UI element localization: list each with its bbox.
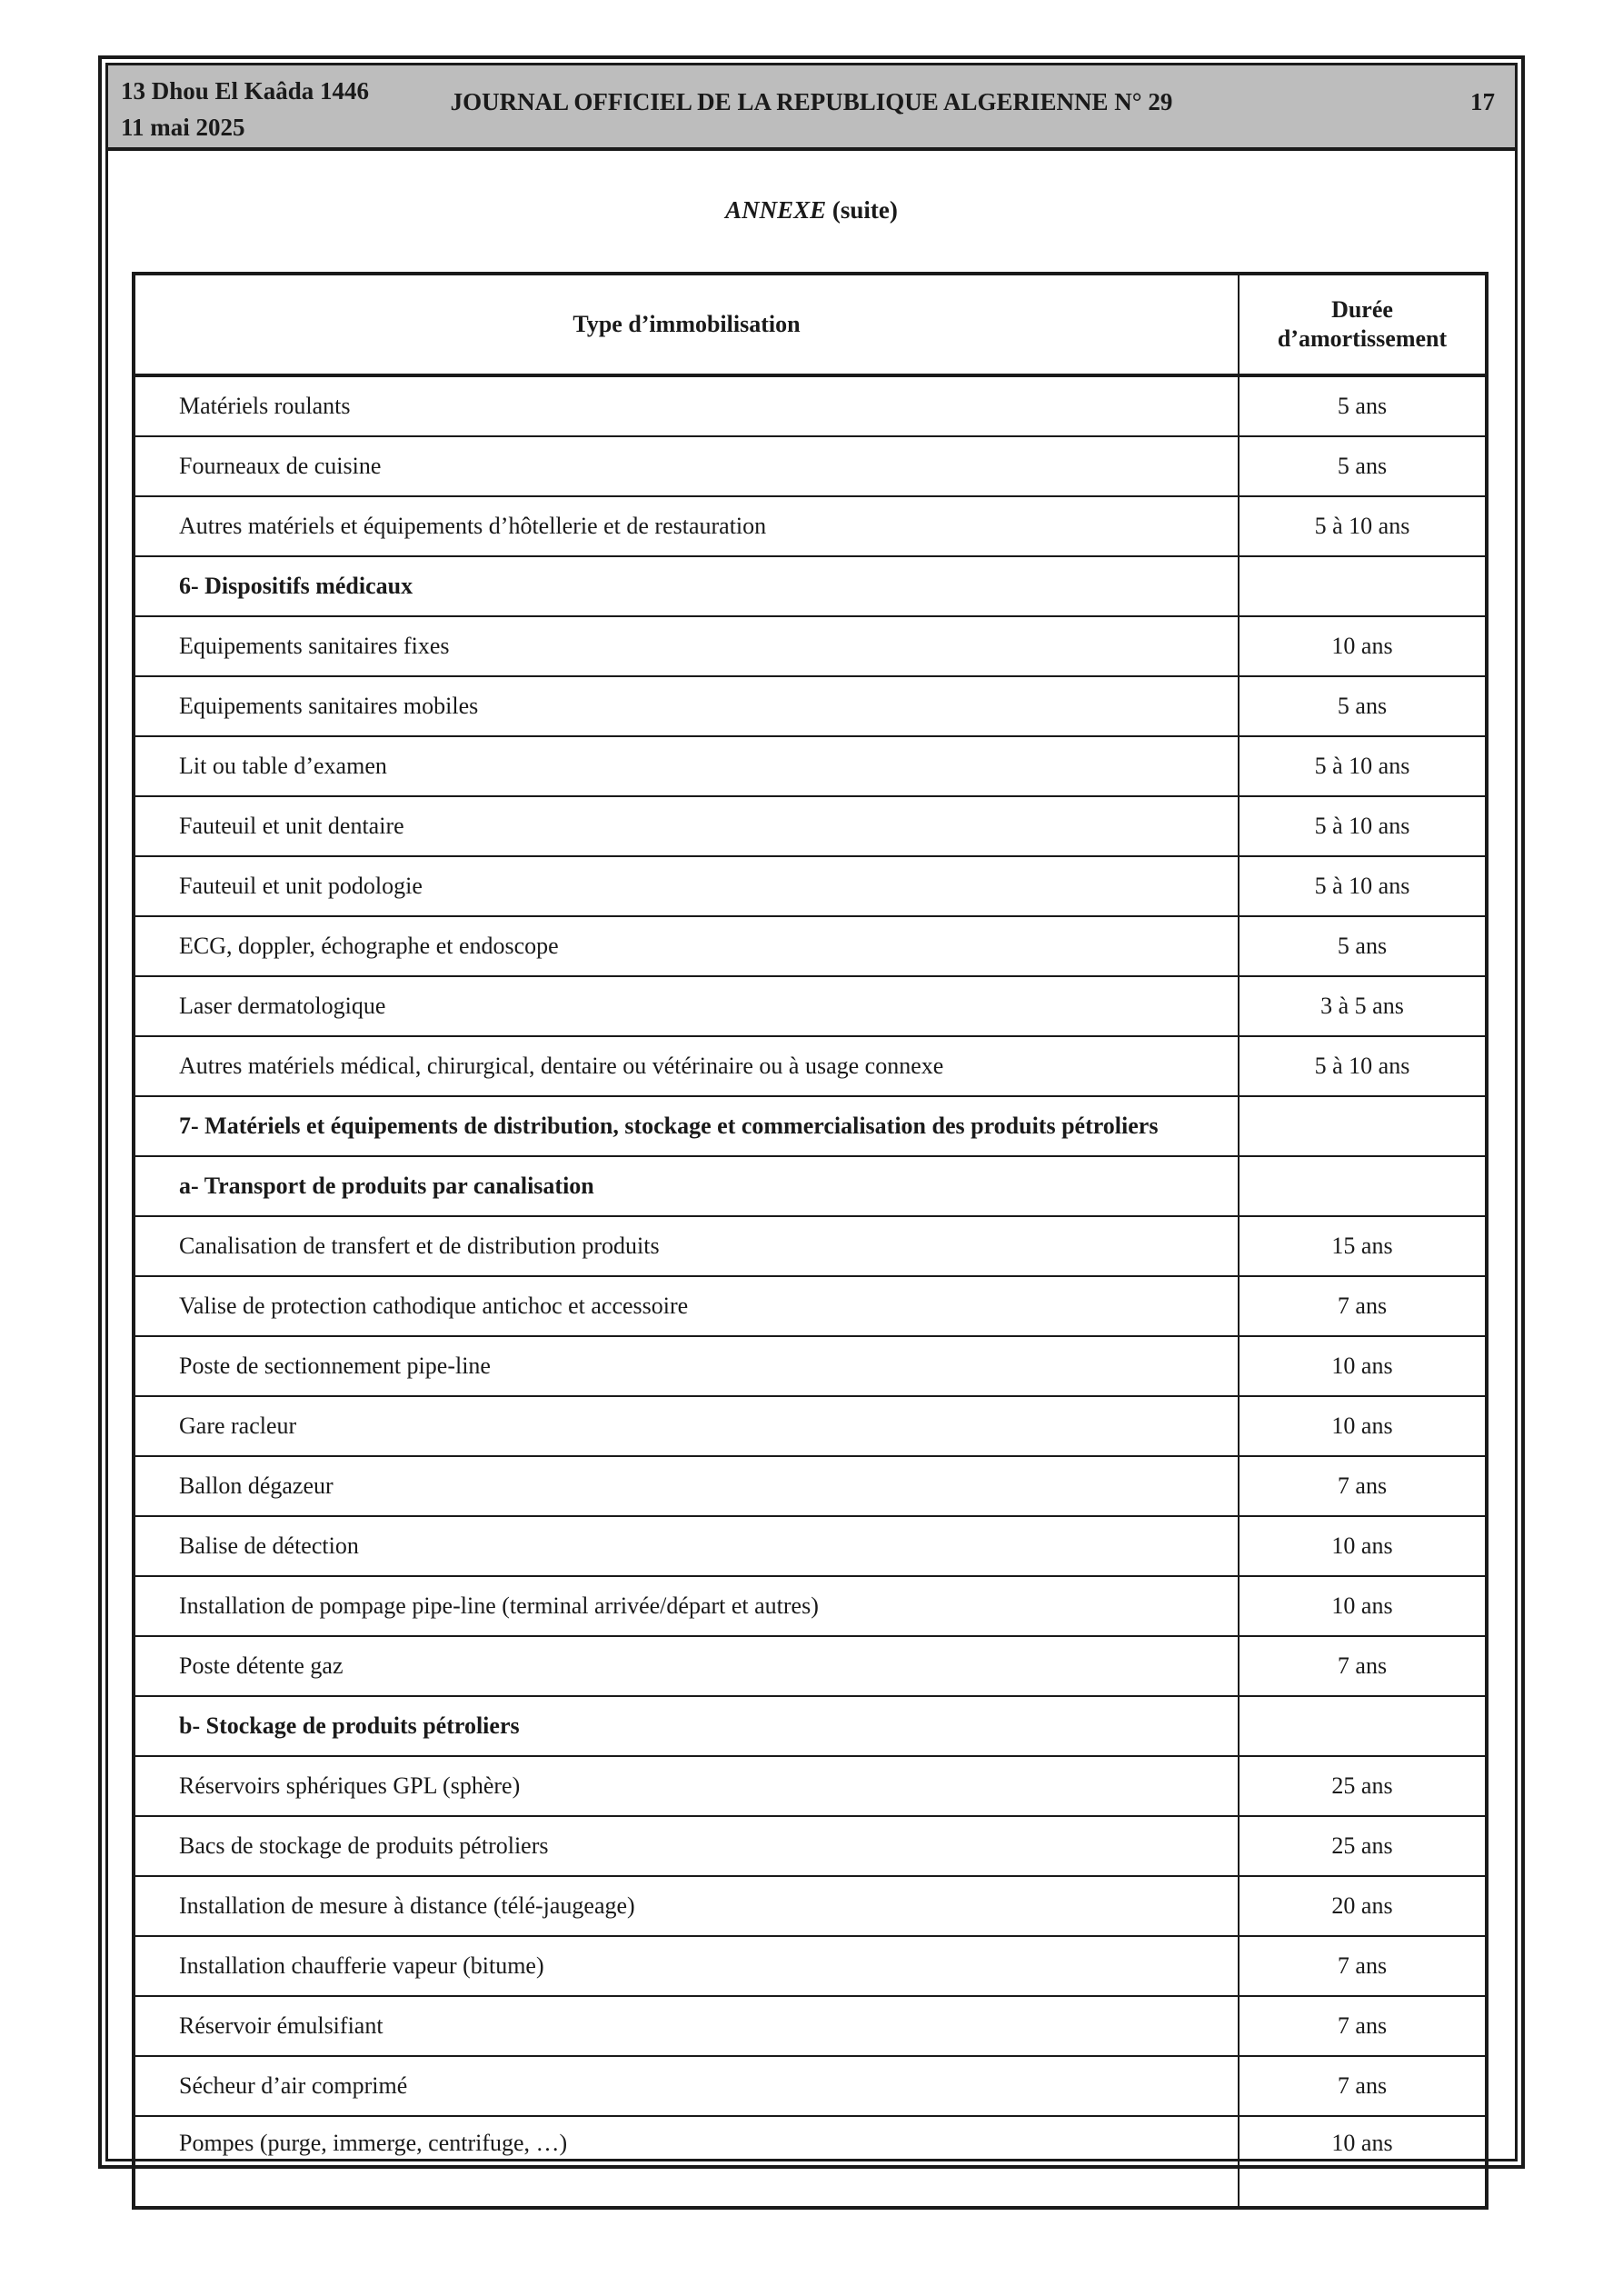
cell-duration — [1239, 1696, 1487, 1756]
cell-duration: 7 ans — [1239, 1276, 1487, 1336]
cell-type: Autres matériels et équipements d’hôtellerie et de restauration — [134, 496, 1239, 556]
table-row — [134, 436, 1487, 496]
table-row — [134, 796, 1487, 856]
annexe-heading — [0, 196, 1623, 225]
cell-type: Matériels roulants — [134, 375, 1239, 436]
table-header-row — [134, 274, 1487, 375]
cell-duration: 7 ans — [1239, 1636, 1487, 1696]
table-row — [134, 1936, 1487, 1996]
journal-header — [108, 65, 1515, 151]
cell-duration: 5 ans — [1239, 436, 1487, 496]
cell-duration: 3 à 5 ans — [1239, 976, 1487, 1036]
cell-duration: 10 ans — [1239, 616, 1487, 676]
cell-type: Equipements sanitaires mobiles — [134, 676, 1239, 736]
cell-type: Réservoirs sphériques GPL (sphère) — [134, 1756, 1239, 1816]
table-row — [134, 1336, 1487, 1396]
table-row — [134, 2056, 1487, 2116]
cell-duration: 5 ans — [1239, 676, 1487, 736]
cell-type: 6- Dispositifs médicaux — [134, 556, 1239, 616]
table-row — [134, 496, 1487, 556]
cell-type: Gare racleur — [134, 1396, 1239, 1456]
cell-duration: 10 ans — [1239, 1336, 1487, 1396]
cell-type: Poste détente gaz — [134, 1636, 1239, 1696]
cell-duration: 7 ans — [1239, 1456, 1487, 1516]
cell-type: Réservoir émulsifiant — [134, 1996, 1239, 2056]
cell-duration: 25 ans — [1239, 1816, 1487, 1876]
table-row — [134, 976, 1487, 1036]
table-row — [134, 736, 1487, 796]
table-row — [134, 1396, 1487, 1456]
duration-header-line2: d’amortissement — [1277, 325, 1448, 352]
table-row — [134, 616, 1487, 676]
cell-duration: 5 ans — [1239, 375, 1487, 436]
cell-duration: 15 ans — [1239, 1216, 1487, 1276]
table-row — [134, 1516, 1487, 1576]
cell-duration — [1239, 1096, 1487, 1156]
table-row — [134, 1036, 1487, 1096]
cell-type: Canalisation de transfert et de distribution produits — [134, 1216, 1239, 1276]
table-row — [134, 856, 1487, 916]
cell-duration — [1239, 556, 1487, 616]
cell-type: Equipements sanitaires fixes — [134, 616, 1239, 676]
cell-type: Autres matériels médical, chirurgical, dentaire ou vétérinaire ou à usage connexe — [134, 1036, 1239, 1096]
cell-type: a- Transport de produits par canalisation — [134, 1156, 1239, 1216]
date-gregorian: 11 mai 2025 — [121, 114, 245, 141]
cell-type: Balise de détection — [134, 1516, 1239, 1576]
cell-duration: 5 à 10 ans — [1239, 736, 1487, 796]
duration-header-line1: Durée — [1331, 296, 1393, 323]
cell-type: Bacs de stockage de produits pétroliers — [134, 1816, 1239, 1876]
cell-duration: 10 ans — [1239, 1576, 1487, 1636]
cell-type: Lit ou table d’examen — [134, 736, 1239, 796]
cell-duration: 5 ans — [1239, 916, 1487, 976]
cell-type: Installation chaufferie vapeur (bitume) — [134, 1936, 1239, 1996]
table-row — [134, 676, 1487, 736]
cell-duration: 10 ans — [1239, 2116, 1487, 2208]
cell-type: 7- Matériels et équipements de distribution, stockage et commercialisation des produits pétroliers — [134, 1096, 1239, 1156]
cell-type: Installation de mesure à distance (télé-jaugeage) — [134, 1876, 1239, 1936]
annexe-title: ANNEXE — [725, 196, 827, 224]
table-row — [134, 1636, 1487, 1696]
table-section-row — [134, 1156, 1487, 1216]
cell-duration: 5 à 10 ans — [1239, 496, 1487, 556]
cell-type: Pompes (purge, immerge, centrifuge, …) — [134, 2116, 1239, 2208]
table-row — [134, 1276, 1487, 1336]
journal-title: JOURNAL OFFICIEL DE LA REPUBLIQUE ALGERIENNE N° 29 — [450, 88, 1173, 115]
cell-duration: 20 ans — [1239, 1876, 1487, 1936]
cell-type: Sécheur d’air comprimé — [134, 2056, 1239, 2116]
cell-type: ECG, doppler, échographe et endoscope — [134, 916, 1239, 976]
cell-type: Valise de protection cathodique antichoc et accessoire — [134, 1276, 1239, 1336]
cell-type: Poste de sectionnement pipe-line — [134, 1336, 1239, 1396]
cell-duration: 10 ans — [1239, 1516, 1487, 1576]
table-row — [134, 1816, 1487, 1876]
annexe-suffix: (suite) — [831, 196, 898, 224]
cell-duration: 5 à 10 ans — [1239, 856, 1487, 916]
cell-duration: 7 ans — [1239, 2056, 1487, 2116]
cell-duration: 25 ans — [1239, 1756, 1487, 1816]
table-row — [134, 1996, 1487, 2056]
table-row — [134, 2116, 1487, 2208]
cell-type: Installation de pompage pipe-line (terminal arrivée/départ et autres) — [134, 1576, 1239, 1636]
cell-duration: 7 ans — [1239, 1936, 1487, 1996]
page-number: 17 — [1470, 88, 1495, 115]
column-header-duration — [1239, 274, 1487, 375]
cell-type: Fauteuil et unit dentaire — [134, 796, 1239, 856]
cell-duration: 7 ans — [1239, 1996, 1487, 2056]
table-row — [134, 1576, 1487, 1636]
cell-type: Fourneaux de cuisine — [134, 436, 1239, 496]
table-section-row — [134, 556, 1487, 616]
cell-type: Fauteuil et unit podologie — [134, 856, 1239, 916]
table-row — [134, 916, 1487, 976]
cell-duration — [1239, 1156, 1487, 1216]
cell-type: b- Stockage de produits pétroliers — [134, 1696, 1239, 1756]
cell-duration: 5 à 10 ans — [1239, 1036, 1487, 1096]
table-row — [134, 1876, 1487, 1936]
date-hijri: 13 Dhou El Kaâda 1446 — [121, 77, 370, 105]
column-header-type: Type d’immobilisation — [134, 274, 1239, 375]
table-row — [134, 1216, 1487, 1276]
table-row — [134, 1756, 1487, 1816]
table-section-row — [134, 1696, 1487, 1756]
cell-duration: 5 à 10 ans — [1239, 796, 1487, 856]
cell-duration: 10 ans — [1239, 1396, 1487, 1456]
cell-type: Ballon dégazeur — [134, 1456, 1239, 1516]
table-section-row — [134, 1096, 1487, 1156]
table-row — [134, 1456, 1487, 1516]
cell-type: Laser dermatologique — [134, 976, 1239, 1036]
amortization-table — [132, 272, 1489, 2210]
table-row — [134, 375, 1487, 436]
